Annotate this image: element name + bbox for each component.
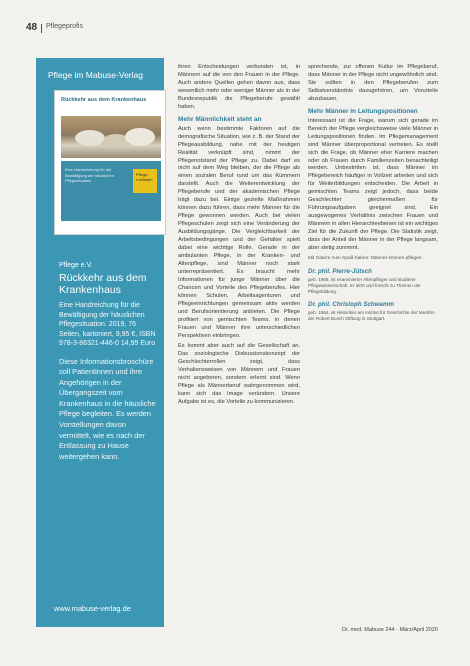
paragraph: Es kommt aber auch auf die Gesellschaft an. Das soziologische Diskussionskonzept der Geschlechterrollen zeigt, dass Verhaltensweisen von Männern und Frauen nicht angeboren, sondern erlernt sind. Wenn Pflege als Männerberuf wahrgenommen wird, kann sich das Image verändern. Unsere Aufgabe ist es, die Vorteile zu kommunizieren.	[178, 343, 300, 406]
author-name: Dr. phil. Pierre-Jütsch	[308, 267, 372, 275]
header-divider	[41, 24, 42, 33]
cover-stone-shape	[125, 128, 155, 146]
subheading: Mehr Männlichkeit steht an	[178, 115, 262, 123]
publisher-url-link[interactable]: www.mabuse-verlag.de	[54, 604, 131, 613]
page-header	[26, 22, 446, 34]
article-column-1	[178, 64, 300, 410]
book-headline: Rückkehr aus dem Krankenhaus	[59, 272, 147, 296]
book-cover-subtitle: Eine Handreichung für die Bewältigung der häuslichen Pflegesituation	[65, 167, 114, 183]
book-publisher: Pflege e.V.	[59, 262, 93, 269]
sidebar-body	[59, 262, 159, 462]
author-name: Dr. phil. Christoph Schwamm	[308, 300, 394, 308]
book-cover-badge: Pflege-Leitfaden	[133, 169, 157, 193]
subheading: Mehr Männer in Leitungspositionen	[308, 107, 418, 115]
paragraph: Interessant ist die Frage, warum sich gerade im Bereich der Pflege vergleichsweise viele Männer in Leitungspositionen finden. Im Pflegemanagement sind Männer überproportional vertreten. Es stellt sich die Frage, ob Männer eher Karriere machen oder ob Frauen durch Familienzeiten benachteiligt werden. Unbestritten ist, dass Männer im Pflegebereich häufiger in Vollzeit arbeiten und sich für Weiterbildungen entscheiden. Die Arbeit in gemischten Teams zeigt jedoch, dass beide Geschlechter gleichermaßen für Führungsaufgaben geeignet sind. Ein ausgewogenes Verhältnis zwischen Frauen und Männern in allen Hierarchieebenen ist ein wichtiges Ziel für die Zukunft der Pflege. Die Statistik zeigt, dass der Anteil der Männer in der Pflege langsam, aber stetig zunimmt.	[308, 117, 438, 252]
publisher-ad-sidebar	[36, 58, 164, 627]
cover-stone-shape	[75, 130, 105, 146]
book-cover-title: Rückkehr aus dem Krankenhaus	[61, 97, 147, 103]
book-cover-band	[61, 161, 161, 221]
book-cover	[54, 90, 166, 235]
section-label: Pflegeprofis	[46, 23, 83, 30]
page-footer: Dr. med. Mabuse 244 · März/April 2020	[342, 627, 438, 633]
image-caption: Mit Gitarre zum Spaß haben: Männer können pflegen.	[308, 255, 423, 261]
page-number: 48	[26, 22, 38, 33]
author-bio: geb. 1984, ist Historiker am Institut für Geschichte der Medizin der Robert Bosch Stiftung in Stuttgart.	[308, 309, 435, 321]
book-cover-photo	[61, 116, 161, 158]
author-bio: geb. 1966, ist examinierter Altenpfleger und studierte Pflegewissenschaft. Er lehrt und forscht zu Themen der Pflegebildung.	[308, 276, 421, 294]
book-description: Diese Informationsbroschüre soll Patientinnen und ihre Angehörigen in der Übergangszeit vom Krankenhaus in die häusliche Pflege begleiten. Es werden Vorstellungen davon vermittelt, wie es nach der Entlassung zu Hause weitergehen kann.	[59, 356, 156, 461]
author-block	[308, 268, 438, 322]
article-column-2	[308, 64, 438, 325]
paragraph: Auch wenn bestimmte Faktoren auf die demografische Situation, wie z. B. der Stand der Pflegeausbildung, nahe mit der heutigen Realität verknüpft sind, nimmt der Pflegenotstand der Pflege zu. Dabei darf es nicht auf dem Weg bleiben, der die Pflege als einen sozialen Beruf rund um das Kümmern darstellt. Auch die Weiterentwicklung der Pflegeberufe und der akademischen Pflege trägt dazu bei. Einige gezielte Maßnahmen können dazu führen, dass mehr Männer für die Pflege gewonnen werden. Auch bei vielen Pflegeschulen zeigt sich eine Veränderung der Ausbildungsgänge. Die Vergleichbarkeit der Arbeitsbedingungen und der Gehälter spielt dabei eine wichtige Rolle. Gerade in der ambulanten Pflege, in der Kranken- und Altenpflege, sind Männer noch stark unterrepräsentiert. Es braucht mehr Informationen für junge Männer über die Chancen und Vorteile des Pflegeberufes. Hier können Schulen, Arbeitsagenturen und Pflegeeinrichtungen gemeinsam aktiv werden und Berufsorientierung anbieten. Die Pflege profitiert von gemischten Teams, in denen Frauen und Männer ihre unterschiedlichen Perspektiven einbringen.	[178, 125, 300, 339]
book-details: Eine Handreichung für die Bewältigung der häuslichen Pflegesituation. 2019, 76 Seiten, kartoniert, 9,95 €, ISBN 978-3-86321-446-0 14,95 Euro	[59, 302, 156, 347]
paragraph: ihren Entscheidungen verbunden ist, in Männern auf die von den Frauen in der Pflege. Auch andere Quellen gehen davon aus, dass wesentlich mehr oder weniger Männer als in der Bundesrepublik die Pflegeberufe gewählt haben.	[178, 64, 300, 110]
paragraph: sprechende, zur offenen Kultur im Pflegeberuf, dass Männer in der Pflege nicht ungewöhnlich sind. Sie sollten in den Pflegeberufen zum Selbstverständnis dazugehören, um Vorurteile abzubauen.	[308, 64, 438, 102]
sidebar-title: Pflege im Mabuse-Verlag	[48, 70, 143, 80]
